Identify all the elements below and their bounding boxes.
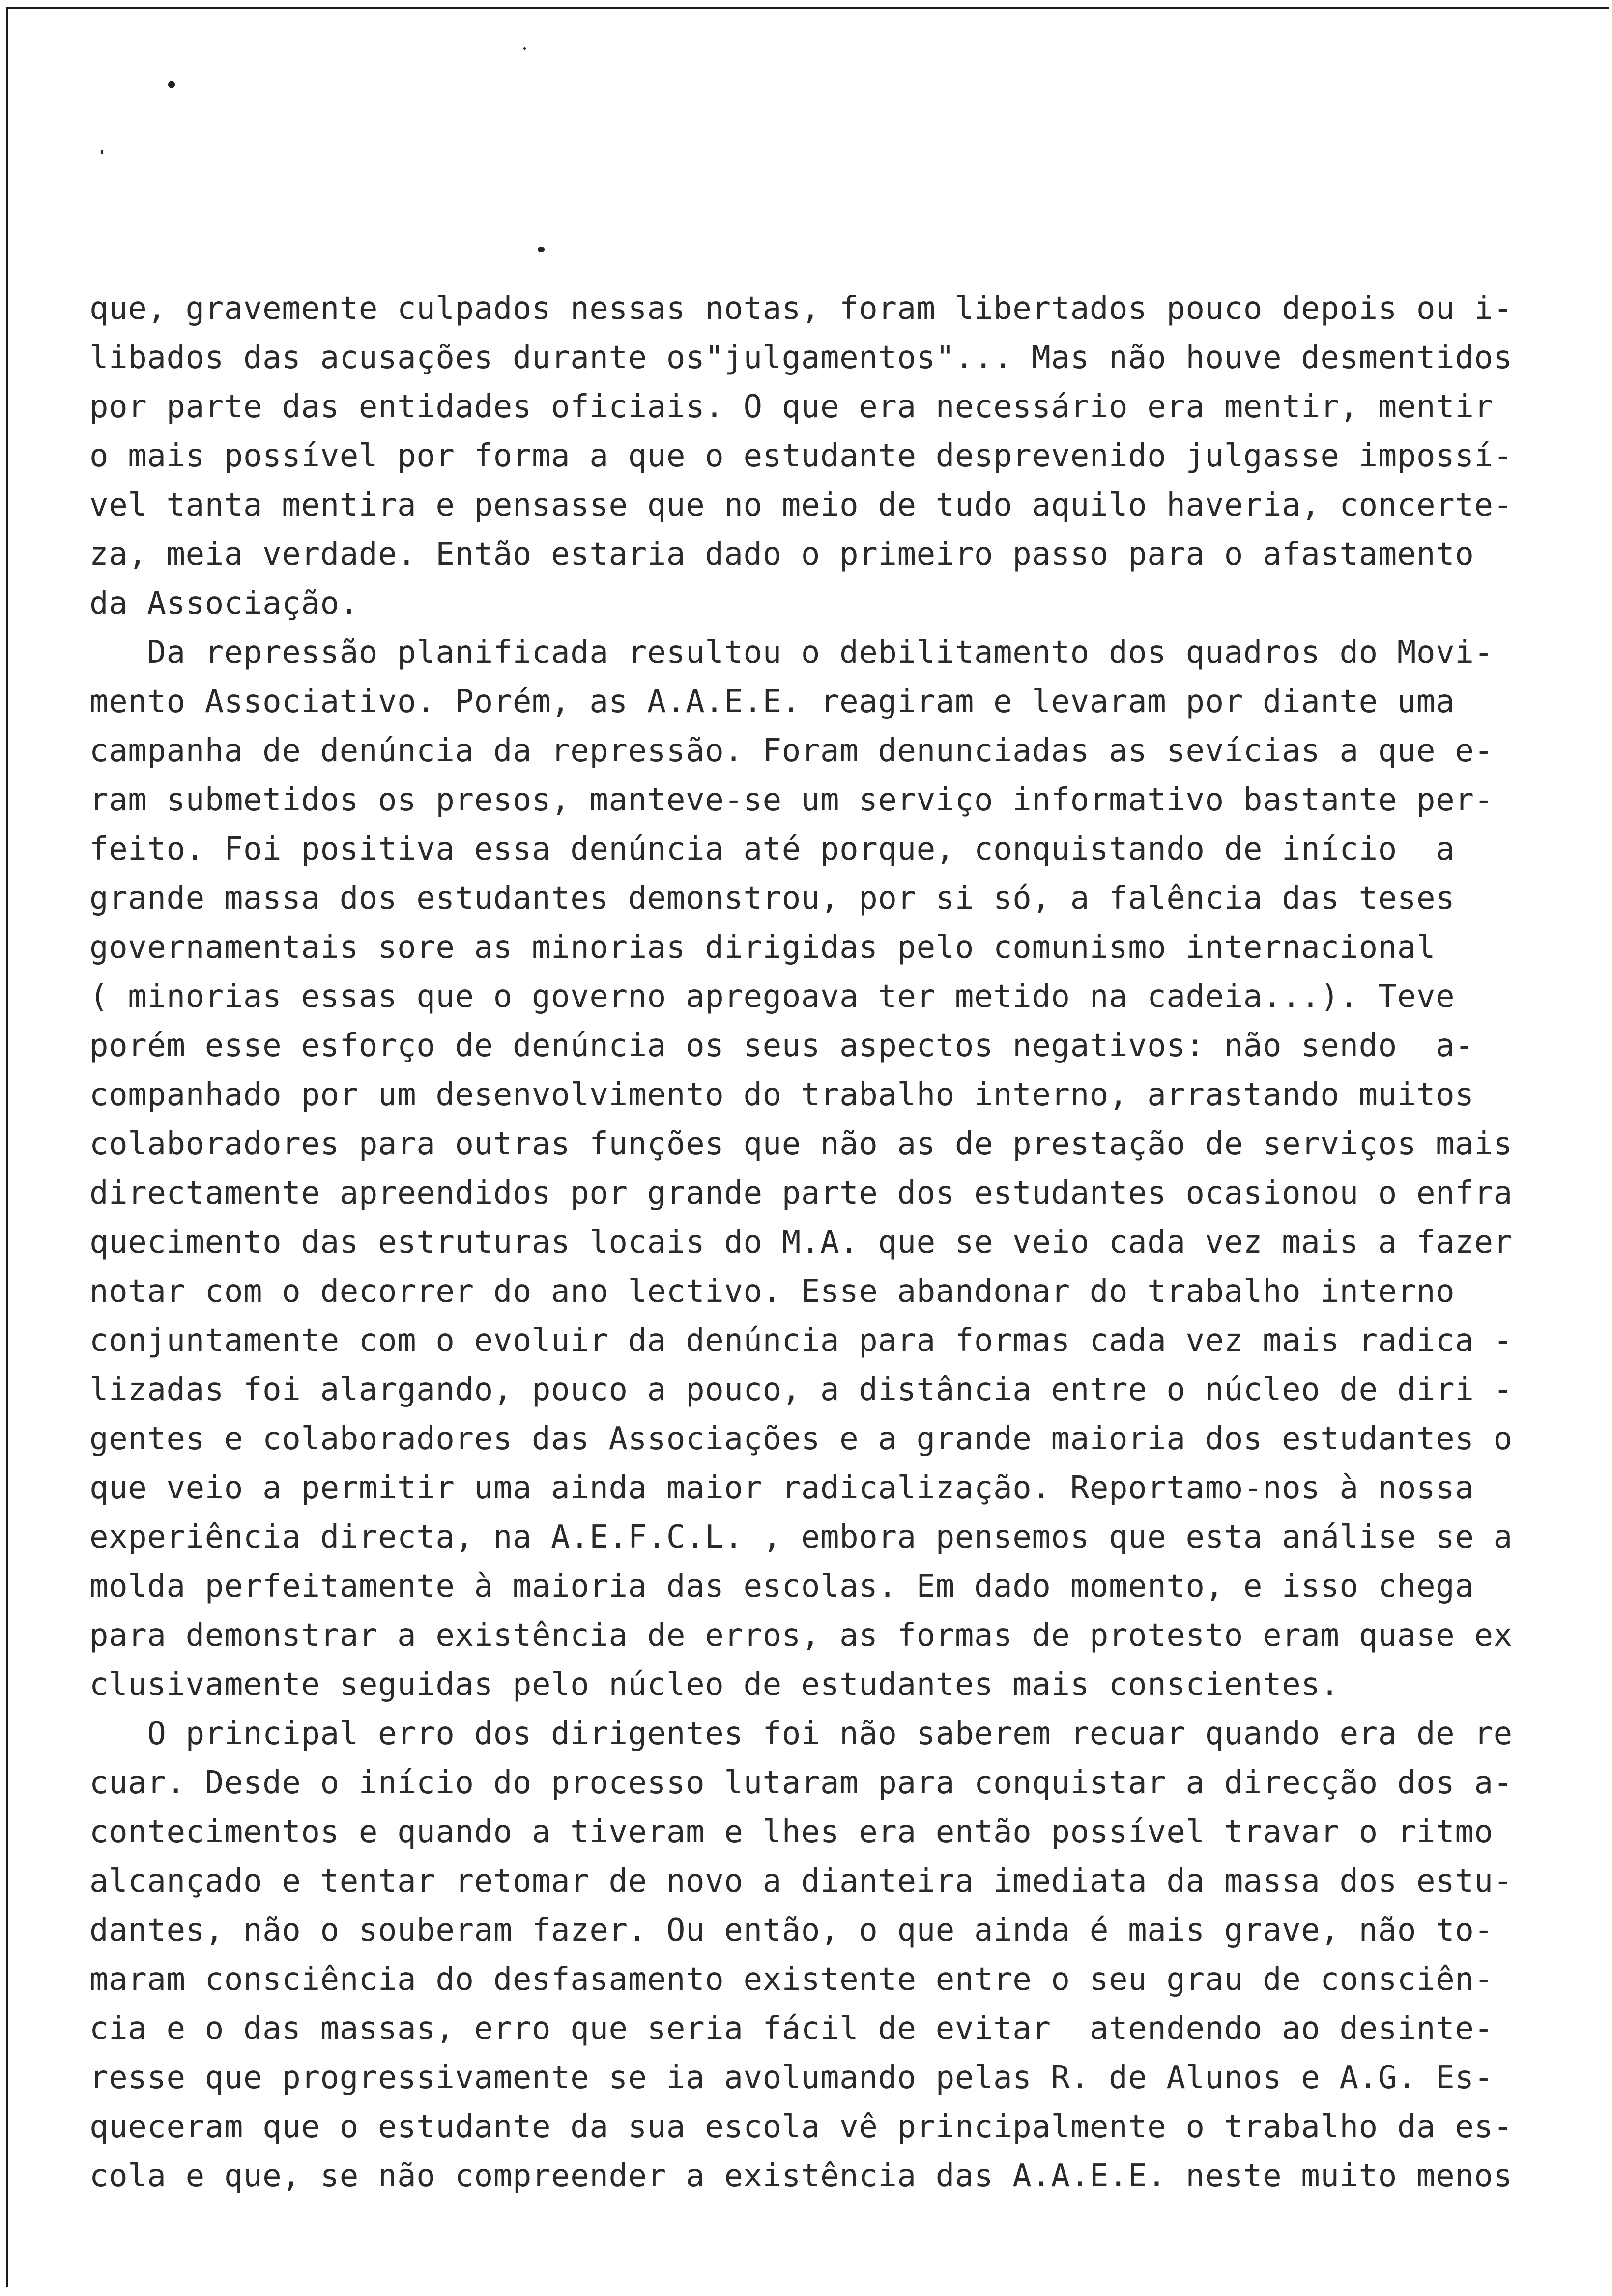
text-line: queceram que o estudante da sua escola vê principalmente o trabalho da es- (89, 2109, 1513, 2145)
text-line: companhado por um desenvolvimento do trabalho interno, arrastando muitos (89, 1077, 1474, 1113)
text-line: quecimento das estruturas locais do M.A. que se veio cada vez mais a fazer (89, 1224, 1513, 1261)
text-line: que veio a permitir uma ainda maior radicalização. Reportamo-nos à nossa (89, 1470, 1474, 1506)
text-line: directamente apreendidos por grande parte dos estudantes ocasionou o enfra (89, 1175, 1513, 1211)
text-line: resse que progressivamente se ia avolumando pelas R. de Alunos e A.G. Es- (89, 2060, 1494, 2096)
text-line: governamentais sore as minorias dirigidas pelo comunismo internacional (89, 929, 1436, 966)
text-line: para demonstrar a existência de erros, as formas de protesto eram quase ex (89, 1617, 1513, 1654)
text-line: lizadas foi alargando, pouco a pouco, a distância entre o núcleo de diri - (89, 1372, 1513, 1408)
text-line: feito. Foi positiva essa denúncia até porque, conquistando de início a (89, 831, 1455, 867)
text-line: clusivamente seguidas pelo núcleo de estudantes mais conscientes. (89, 1666, 1340, 1703)
text-line: gentes e colaboradores das Associações e a grande maioria dos estudantes o (89, 1421, 1513, 1457)
text-line: notar com o decorrer do ano lectivo. Esse abandonar do trabalho interno (89, 1273, 1455, 1310)
text-line: libados das acusações durante os"julgamentos"... Mas não houve desmentidos (89, 340, 1513, 376)
text-line: experiência directa, na A.E.F.C.L. , embora pensemos que esta análise se a (89, 1519, 1513, 1555)
text-line: Da repressão planificada resultou o debilitamento dos quadros do Movi- (89, 634, 1494, 671)
text-line: molda perfeitamente à maioria das escolas. Em dado momento, e isso chega (89, 1568, 1474, 1605)
text-line: dantes, não o souberam fazer. Ou então, o que ainda é mais grave, não to- (89, 1912, 1494, 1949)
text-line: mento Associativo. Porém, as A.A.E.E. reagiram e levaram por diante uma (89, 684, 1455, 720)
text-line: za, meia verdade. Então estaria dado o primeiro passo para o afastamento (89, 536, 1474, 573)
text-line: que, gravemente culpados nessas notas, foram libertados pouco depois ou i- (89, 290, 1513, 327)
text-line: O principal erro dos dirigentes foi não saberem recuar quando era de re (89, 1716, 1513, 1752)
text-line: o mais possível por forma a que o estudante desprevenido julgasse impossí- (89, 438, 1513, 474)
text-line: cola e que, se não compreender a existência das A.A.E.E. neste muito menos (89, 2158, 1513, 2194)
text-line: ram submetidos os presos, manteve-se um serviço informativo bastante per- (89, 782, 1494, 818)
text-line: maram consciência do desfasamento existente entre o seu grau de consciên- (89, 1961, 1494, 1998)
text-line: colaboradores para outras funções que não as de prestação de serviços mais (89, 1126, 1513, 1162)
text-line: vel tanta mentira e pensasse que no meio de tudo aquilo haveria, concerte- (89, 487, 1513, 523)
text-line: campanha de denúncia da repressão. Foram denunciadas as sevícias a que e- (89, 733, 1494, 769)
text-line: ( minorias essas que o governo apregoava ter metido na cadeia...). Teve (89, 978, 1455, 1015)
text-line: porém esse esforço de denúncia os seus aspectos negativos: não sendo a- (89, 1028, 1474, 1064)
text-line: conjuntamente com o evoluir da denúncia para formas cada vez mais radica - (89, 1322, 1513, 1359)
text-line: da Associação. (89, 585, 359, 622)
text-line: contecimentos e quando a tiveram e lhes era então possível travar o ritmo (89, 1814, 1494, 1850)
text-line: cuar. Desde o início do processo lutaram para conquistar a direcção dos a- (89, 1765, 1513, 1801)
text-line: cia e o das massas, erro que seria fácil de evitar atendendo ao desinte- (89, 2010, 1494, 2047)
text-line: alcançado e tentar retomar de novo a dianteira imediata da massa dos estu- (89, 1863, 1513, 1899)
text-line: por parte das entidades oficiais. O que era necessário era mentir, mentir (89, 389, 1494, 425)
text-line: grande massa dos estudantes demonstrou, por si só, a falência das teses (89, 880, 1455, 917)
